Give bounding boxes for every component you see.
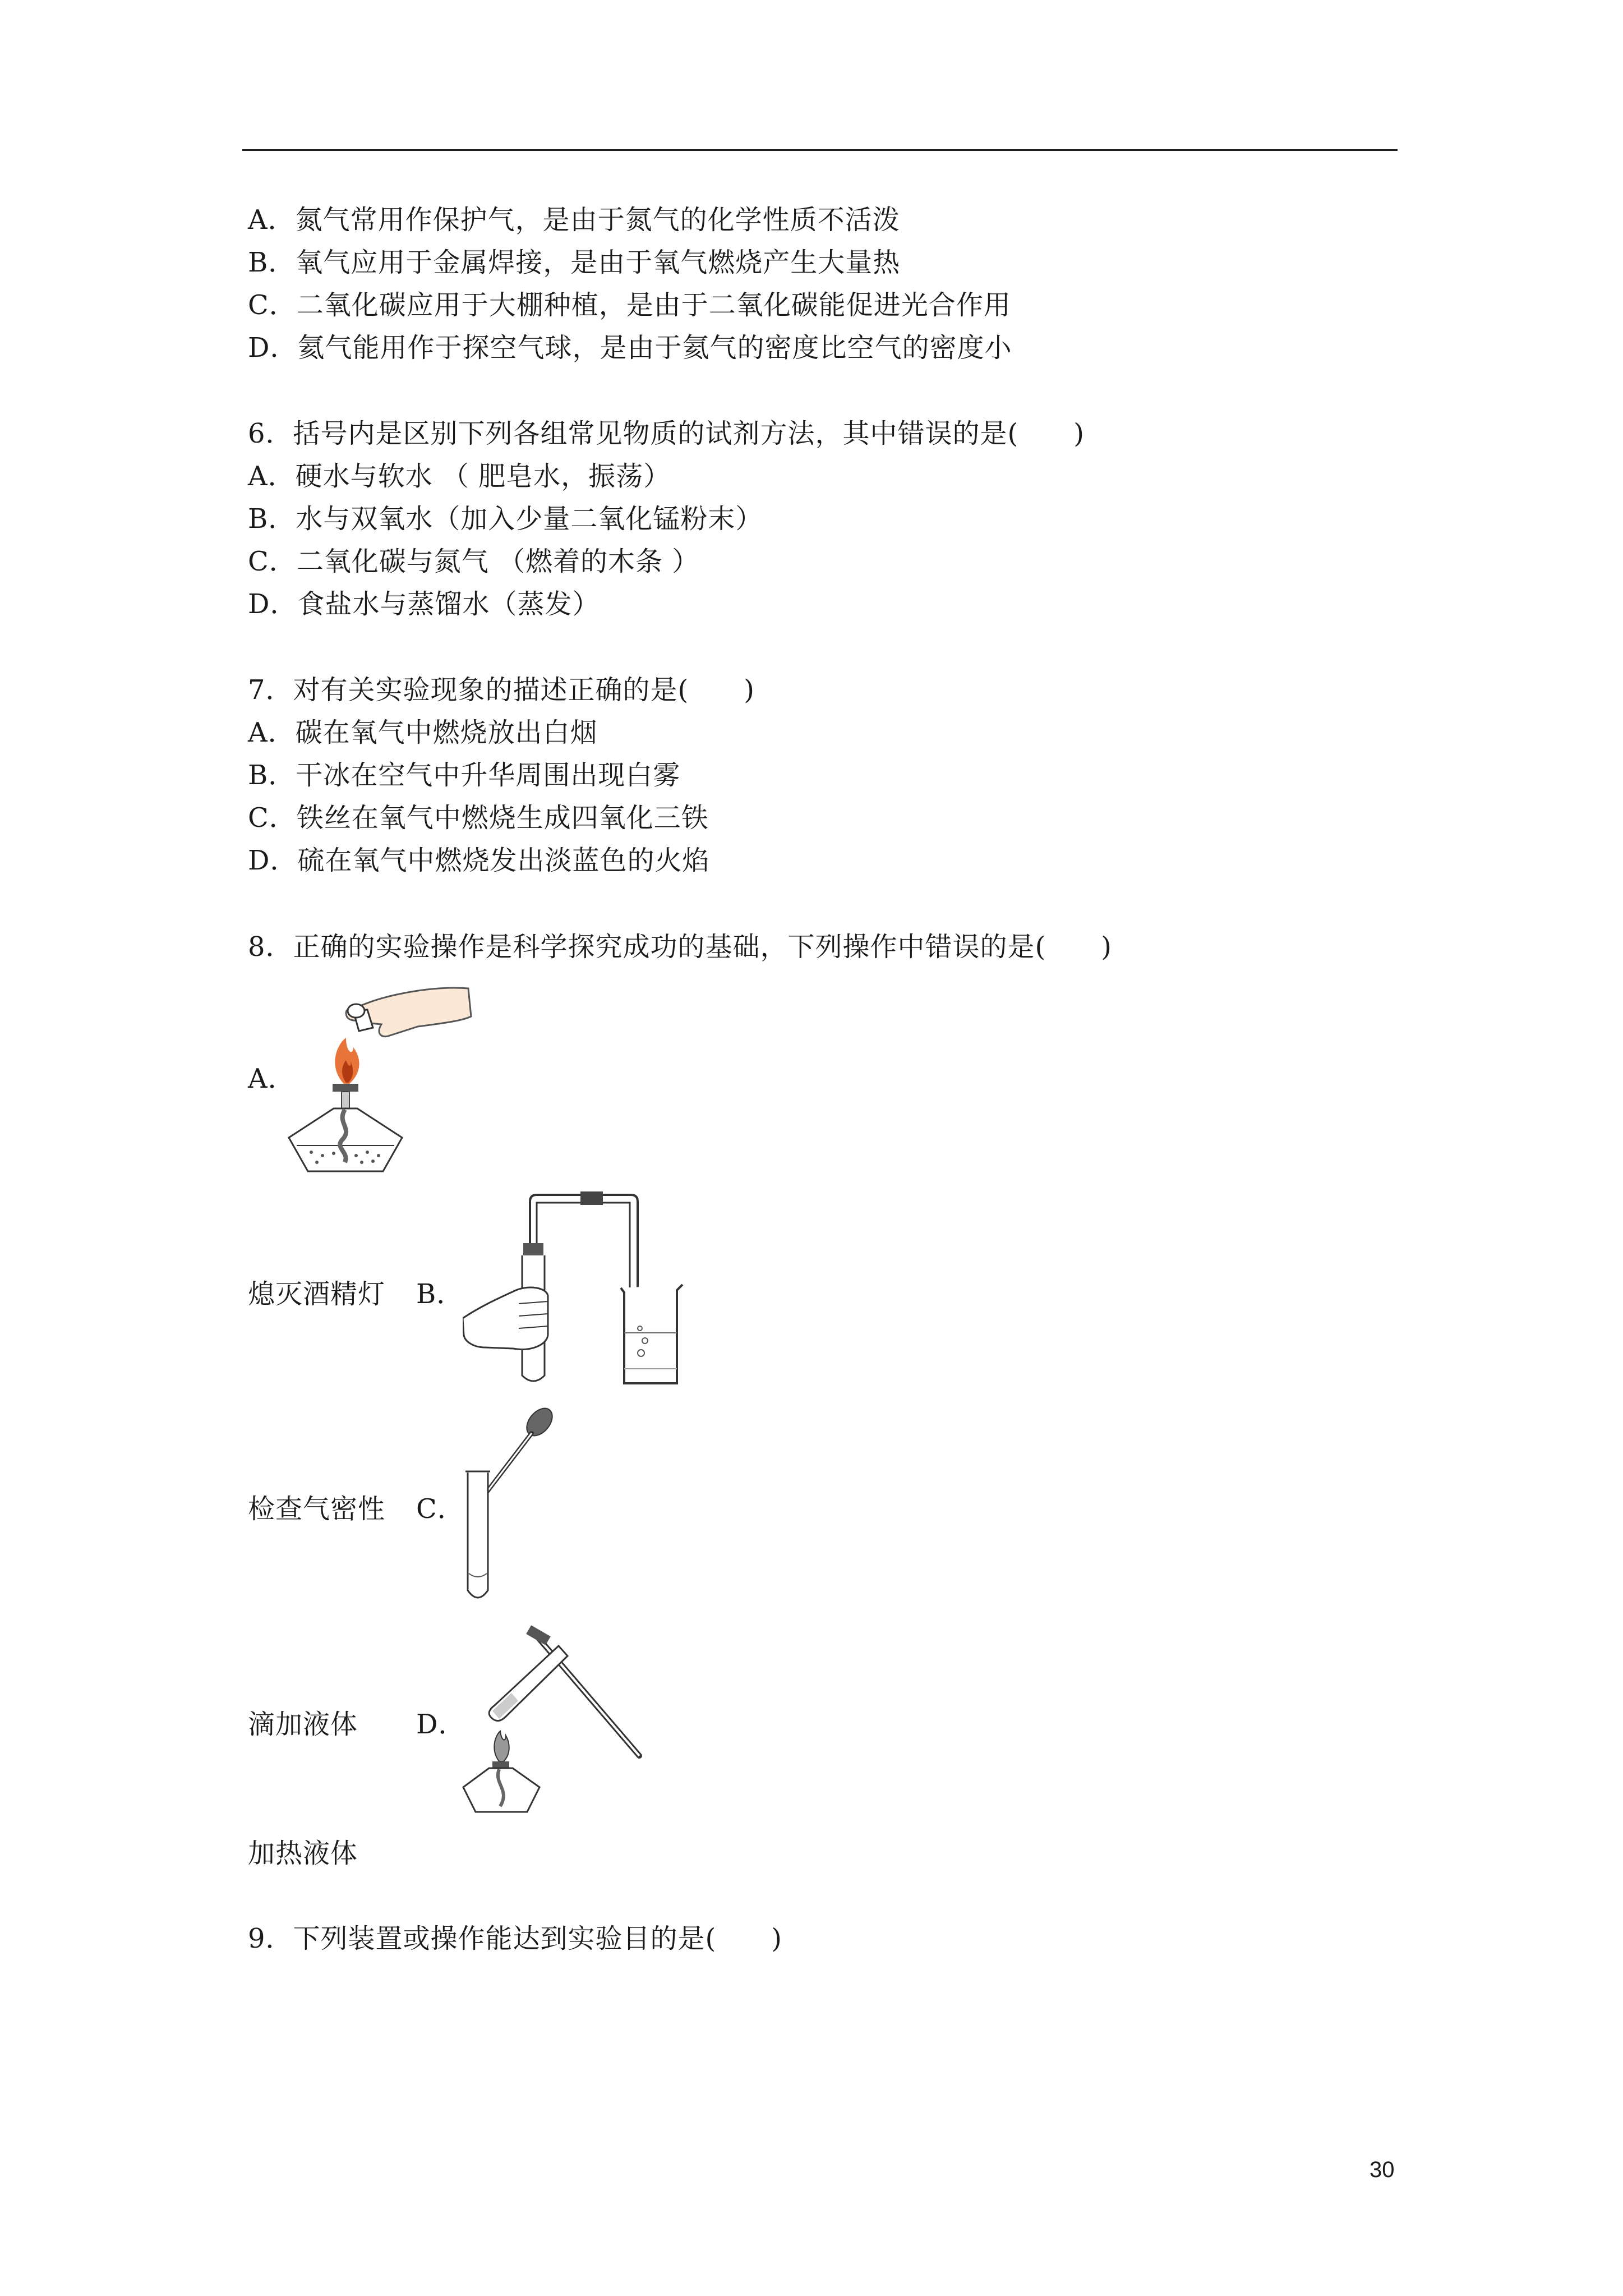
q6-stem: 6．括号内是区别下列各组常见物质的试剂方法，其中错误的是( )	[248, 418, 1085, 449]
q8-caption-b: 检查气密性	[248, 1493, 386, 1525]
q8-label-d: D．	[416, 1709, 466, 1740]
header-rule	[242, 149, 1398, 151]
page-number: 30	[1370, 2157, 1395, 2182]
q6-option-a: A．硬水与软水 （ 肥皂水，振荡）	[248, 461, 671, 492]
airtightness-check-figure	[463, 1189, 693, 1391]
q7-stem: 7．对有关实验现象的描述正确的是( )	[248, 674, 755, 706]
q9-stem: 9．下列装置或操作能达到实验目的是( )	[248, 1923, 782, 1954]
heating-liquid-figure	[460, 1621, 651, 1823]
q7-option-d: D．硫在氧气中燃烧发出淡蓝色的火焰	[248, 845, 710, 876]
q8-label-b: B．	[416, 1278, 464, 1310]
q5-option-c: C．二氧化碳应用于大棚种植，是由于二氧化碳能促进光合作用	[248, 289, 1011, 321]
q7-option-c: C．铁丝在氧气中燃烧生成四氧化三铁	[248, 802, 709, 834]
q7-option-b: B．干冰在空气中升华周围出现白雾	[248, 760, 681, 791]
alcohol-lamp-figure	[283, 977, 474, 1185]
q8-caption-d: 加热液体	[248, 1838, 358, 1869]
q6-option-c: C．二氧化碳与氮气 （燃着的木条 ）	[248, 546, 700, 577]
q8-stem: 8．正确的实验操作是科学探究成功的基础，下列操作中错误的是( )	[248, 931, 1112, 963]
q5-option-a: A．氮气常用作保护气，是由于氮气的化学性质不活泼	[248, 204, 900, 236]
q7-option-a: A．碳在氧气中燃烧放出白烟	[248, 717, 598, 748]
q8-label-c: C．	[416, 1493, 465, 1525]
q8-caption-a: 熄灭酒精灯	[248, 1278, 386, 1310]
q6-option-b: B．水与双氧水（加入少量二氧化锰粉末）	[248, 503, 763, 535]
q8-caption-c: 滴加液体	[248, 1709, 358, 1740]
dropper-liquid-figure	[460, 1405, 561, 1607]
q6-option-d: D．食盐水与蒸馏水（蒸发）	[248, 588, 600, 620]
q8-label-a: A．	[248, 1063, 296, 1094]
q5-option-d: D．氦气能用作于探空气球，是由于氦气的密度比空气的密度小	[248, 332, 1012, 364]
q5-option-b: B．氧气应用于金属焊接，是由于氧气燃烧产生大量热	[248, 247, 901, 278]
